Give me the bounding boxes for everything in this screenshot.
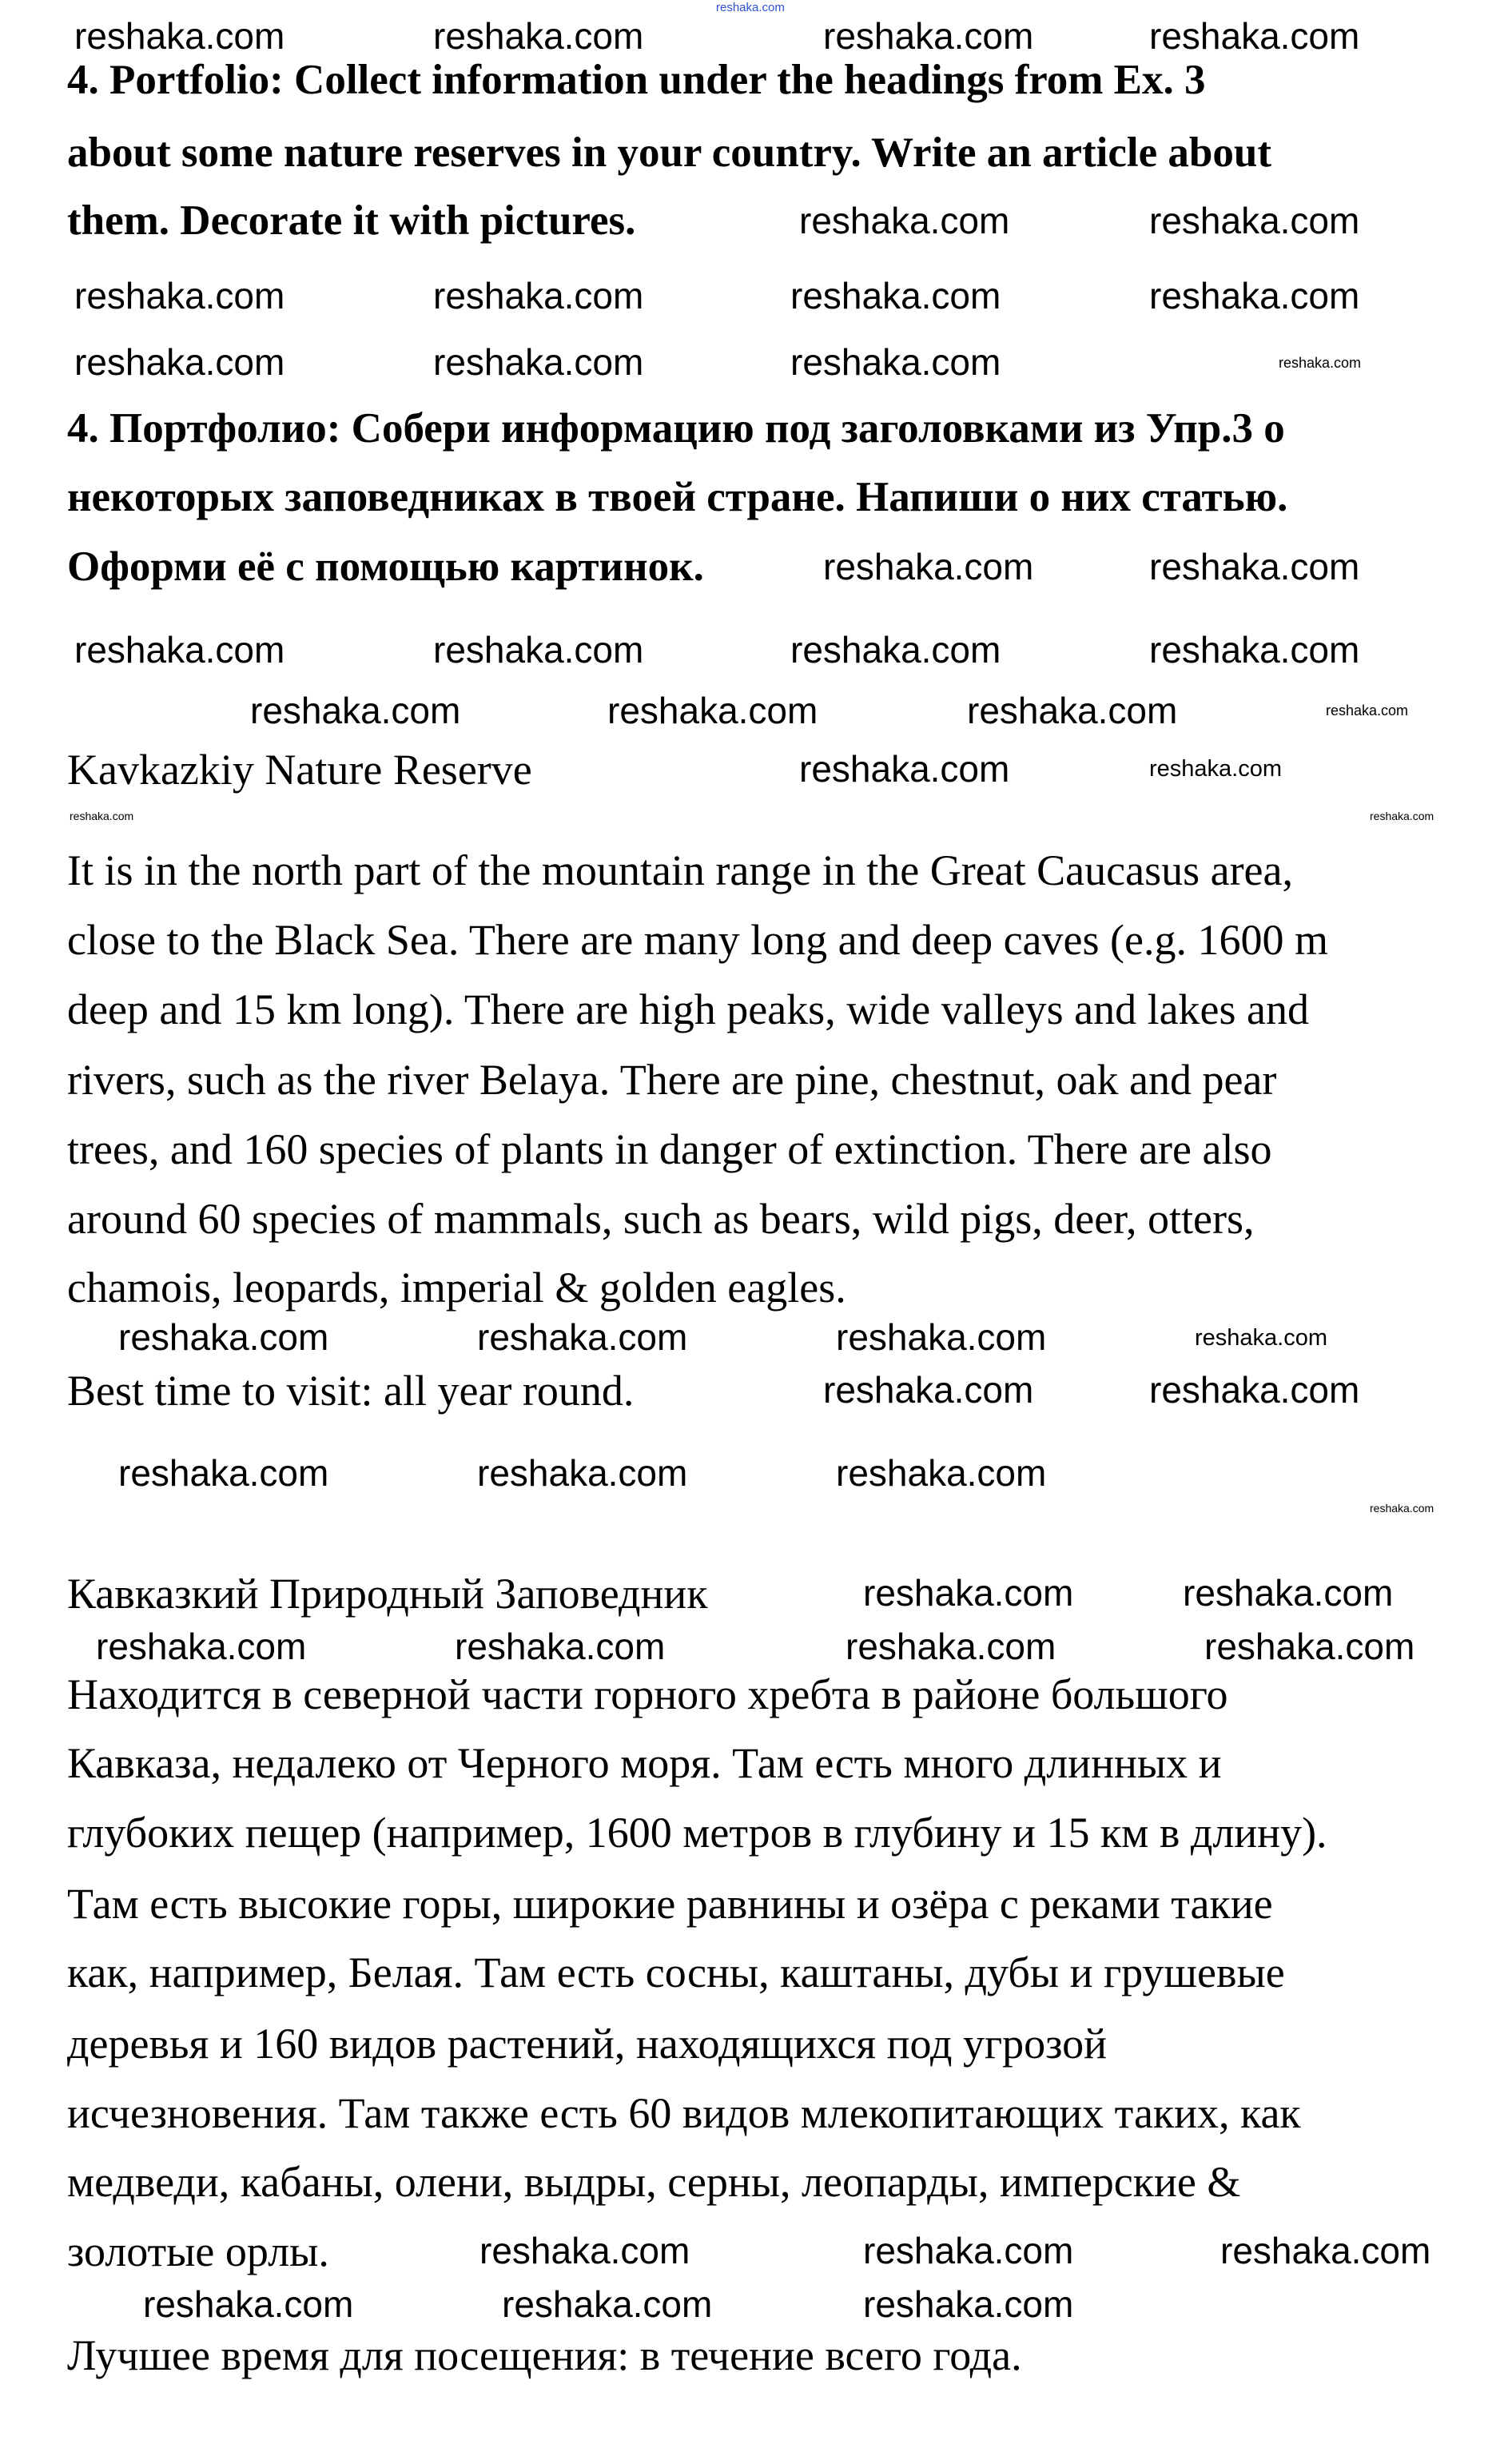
task-ru-line: некоторых заповедниках в твоей стране. Напиши о них статью. — [67, 474, 1288, 520]
task-en-line: them. Decorate it with pictures. — [67, 197, 636, 244]
article-ru-line: Находится в северной части горного хребта в районе большого — [67, 1670, 1228, 1718]
watermark: reshaka.com — [1183, 1572, 1394, 1614]
article-en-line: chamois, leopards, imperial & golden eagles. — [67, 1264, 846, 1312]
watermark: reshaka.com — [846, 1626, 1056, 1667]
watermark: reshaka.com — [250, 690, 461, 731]
watermark: reshaka.com — [477, 1452, 688, 1494]
article-en-best-time: Best time to visit: all year round. — [67, 1367, 635, 1415]
task-ru-line: Оформи её с помощью картинок. — [67, 543, 704, 590]
article-ru-line: как, например, Белая. Там есть сосны, каштаны, дубы и грушевые — [67, 1949, 1285, 1996]
article-ru-title: Кавказкий Природный Заповедник — [67, 1570, 708, 1618]
watermark: reshaka.com — [863, 2230, 1074, 2271]
watermark: reshaka.com — [70, 810, 134, 822]
watermark: reshaka.com — [967, 690, 1178, 731]
watermark: reshaka.com — [479, 2230, 690, 2271]
watermark: reshaka.com — [823, 1369, 1034, 1411]
watermark: reshaka.com — [1204, 1626, 1415, 1667]
article-ru-line: исчезновения. Там также есть 60 видов млекопитающих таких, как — [67, 2089, 1301, 2137]
article-ru-line: Там есть высокие горы, широкие равнины и озёра с реками такие — [67, 1880, 1273, 1928]
watermark: reshaka.com — [790, 275, 1001, 316]
watermark: reshaka.com — [502, 2283, 713, 2325]
watermark: reshaka.com — [863, 2283, 1074, 2325]
article-en-title: Kavkazkiy Nature Reserve — [67, 746, 532, 794]
watermark: reshaka.com — [1370, 810, 1434, 822]
watermark: reshaka.com — [1149, 629, 1360, 671]
watermark: reshaka.com — [790, 629, 1001, 671]
watermark: reshaka.com — [1370, 1502, 1434, 1515]
article-ru-line: золотые орлы. — [67, 2227, 329, 2275]
task-ru-line: 4. Портфолио: Собери информацию под заголовками из Упр.3 о — [67, 405, 1285, 452]
watermark: reshaka.com — [433, 15, 644, 57]
task-en-line: 4. Portfolio: Collect information under the headings from Ex. 3 — [67, 57, 1206, 103]
article-en-line: around 60 species of mammals, such as bears, wild pigs, deer, otters, — [67, 1195, 1255, 1243]
watermark: reshaka.com — [74, 341, 285, 383]
watermark: reshaka.com — [118, 1316, 329, 1358]
watermark: reshaka.com — [477, 1316, 688, 1358]
watermark: reshaka.com — [799, 200, 1010, 241]
article-ru-line: глубоких пещер (например, 1600 метров в глубину и 15 км в длину). — [67, 1809, 1327, 1857]
watermark: reshaka.com — [1326, 703, 1409, 719]
watermark: reshaka.com — [74, 275, 285, 316]
watermark: reshaka.com — [118, 1452, 329, 1494]
watermark: reshaka.com — [433, 275, 644, 316]
watermark: reshaka.com — [1195, 1325, 1328, 1351]
article-en-line: It is in the north part of the mountain range in the Great Caucasus area, — [67, 846, 1293, 894]
article-en-line: deep and 15 km long). There are high peaks, wide valleys and lakes and — [67, 985, 1310, 1033]
article-en-line: close to the Black Sea. There are many long and deep caves (e.g. 1600 m — [67, 916, 1328, 964]
article-en-line: rivers, such as the river Belaya. There are pine, chestnut, oak and pear — [67, 1056, 1277, 1104]
watermark: reshaka.com — [1149, 15, 1360, 57]
watermark: reshaka.com — [836, 1452, 1047, 1494]
watermark: reshaka.com — [1149, 200, 1360, 241]
watermark: reshaka.com — [863, 1572, 1074, 1614]
task-en-line: about some nature reserves in your country. Write an article about — [67, 129, 1271, 176]
watermark: reshaka.com — [1149, 546, 1360, 587]
article-ru-line: медведи, кабаны, олени, выдры, серны, леопарды, имперские & — [67, 2158, 1241, 2206]
watermark: reshaka.com — [74, 15, 285, 57]
watermark: reshaka.com — [790, 341, 1001, 383]
watermark: reshaka.com — [455, 1626, 666, 1667]
article-en-line: trees, and 160 species of plants in danger of extinction. There are also — [67, 1125, 1272, 1173]
watermark: reshaka.com — [1149, 1369, 1360, 1411]
watermark: reshaka.com — [836, 1316, 1047, 1358]
watermark: reshaka.com — [74, 629, 285, 671]
article-ru-best-time: Лучшее время для посещения: в течение всего года. — [67, 2331, 1022, 2379]
watermark: reshaka.com — [433, 341, 644, 383]
article-ru-line: Кавказа, недалеко от Черного моря. Там есть много длинных и — [67, 1739, 1222, 1787]
watermark: reshaka.com — [1149, 756, 1283, 782]
watermark: reshaka.com — [823, 15, 1034, 57]
watermark: reshaka.com — [1220, 2230, 1431, 2271]
watermark: reshaka.com — [1149, 275, 1360, 316]
article-ru-line: деревья и 160 видов растений, находящихся под угрозой — [67, 2020, 1108, 2068]
watermark: reshaka.com — [96, 1626, 307, 1667]
watermark: reshaka.com — [143, 2283, 354, 2325]
watermark: reshaka.com — [823, 546, 1034, 587]
watermark: reshaka.com — [716, 1, 785, 14]
watermark: reshaka.com — [433, 629, 644, 671]
watermark: reshaka.com — [1279, 355, 1362, 371]
watermark: reshaka.com — [799, 748, 1010, 790]
watermark: reshaka.com — [607, 690, 818, 731]
